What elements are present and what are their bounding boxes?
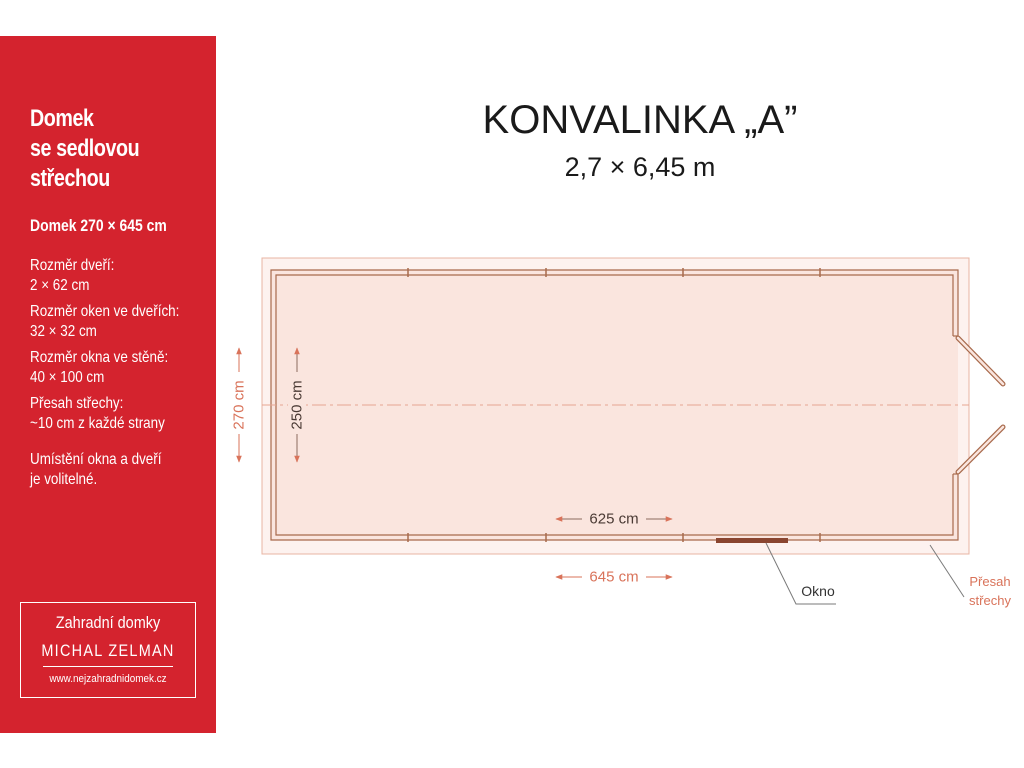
- brand-tagline: Zahradní domky: [55, 613, 161, 632]
- page-title: KONVALINKA „A”: [482, 98, 798, 142]
- sidebar-title-line: Domek: [30, 105, 94, 132]
- spec-label: Rozměr okna ve stěně:: [30, 349, 169, 366]
- note-line: je volitelné.: [30, 471, 98, 488]
- brand-website[interactable]: www.nejzahradnidomek.cz: [49, 673, 167, 685]
- dim-label-inner-width: 625 cm: [589, 510, 639, 528]
- sidebar-title-line: se sedlovou: [30, 135, 140, 162]
- dim-label-inner-height: 250 cm: [288, 380, 306, 430]
- dim-label-outer-width: 645 cm: [589, 568, 639, 586]
- spec-label: Rozměr dveří:: [30, 257, 115, 274]
- dim-label-outer-height: 270 cm: [230, 380, 248, 430]
- sidebar-title-line: střechou: [30, 165, 110, 192]
- window-label: Okno: [801, 583, 835, 599]
- spec-label: Rozměr oken ve dveřích:: [30, 303, 180, 320]
- spec-value: 32 × 32 cm: [30, 323, 97, 340]
- page-subtitle: 2,7 × 6,45 m: [564, 152, 716, 182]
- note-line: Umístění okna a dveří: [30, 451, 162, 468]
- brand-name: MICHAL ZELMAN: [41, 641, 175, 660]
- spec-label: Přesah střechy:: [30, 395, 124, 412]
- sidebar-subtitle: Domek 270 × 645 cm: [30, 216, 167, 235]
- roof-label-line: Přesah: [969, 574, 1011, 589]
- spec-value: 2 × 62 cm: [30, 277, 90, 294]
- spec-value: 40 × 100 cm: [30, 369, 105, 386]
- spec-value: ~10 cm z každé strany: [30, 415, 165, 432]
- roof-label-line: střechy: [969, 593, 1011, 608]
- window: [716, 538, 788, 543]
